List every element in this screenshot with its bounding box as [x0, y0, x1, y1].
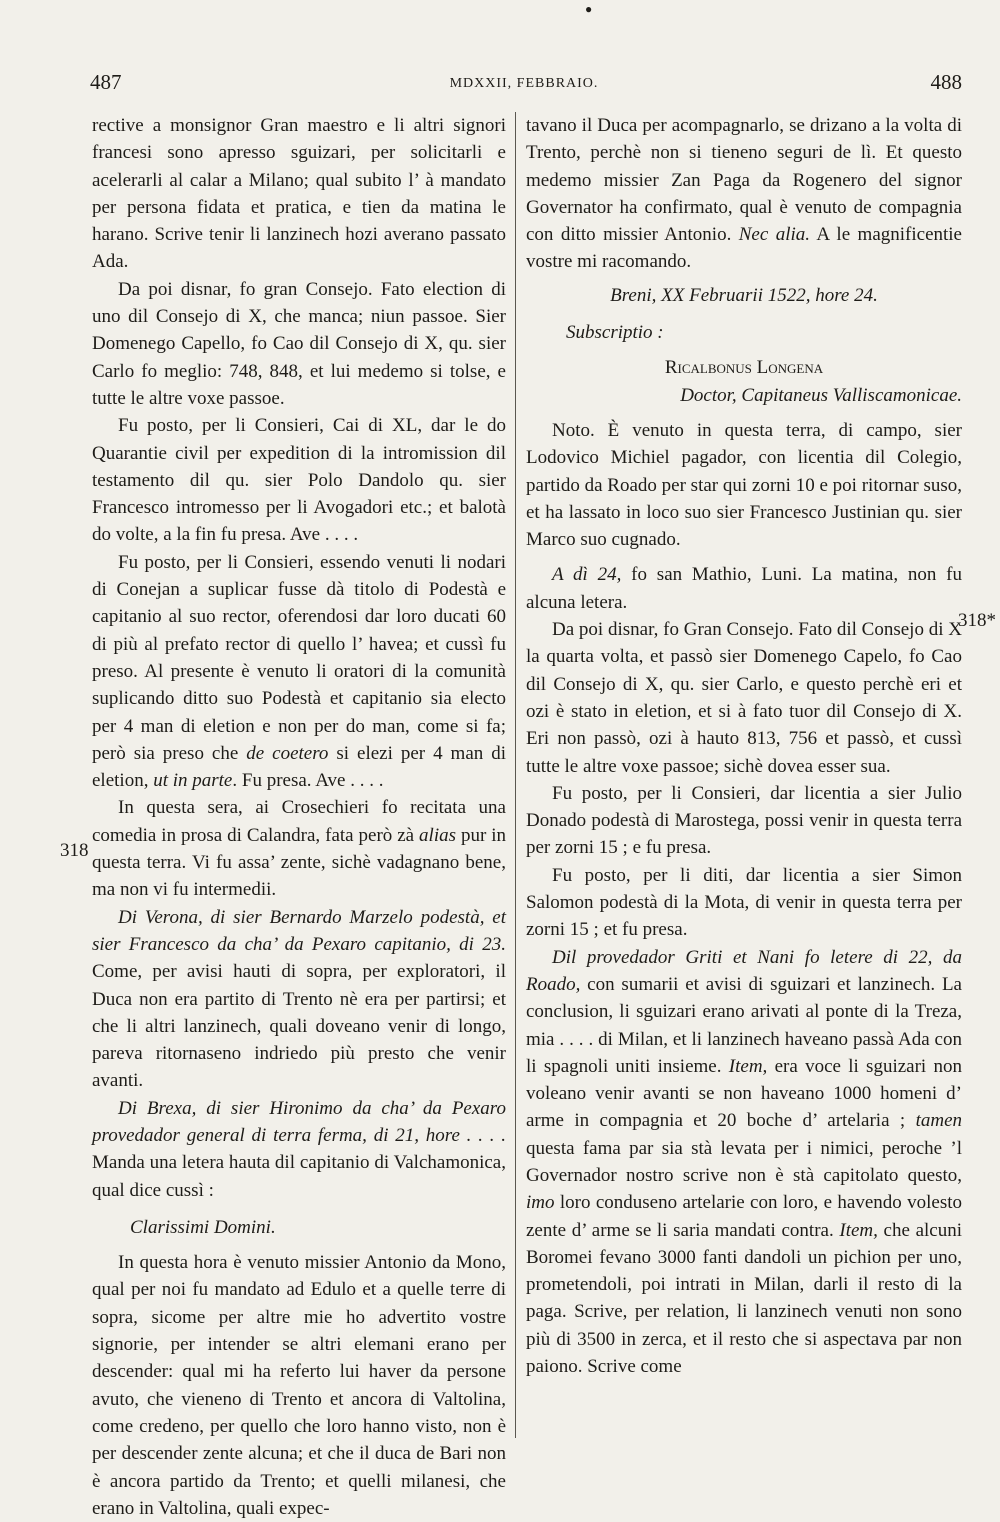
paragraph: rective a monsignor Gran maestro e li altri signori francesi sono apresso sguizari, per solicitarli e acelerarli al calar a Milano; qual subito l’ à mandato per persona fidata et pratica, e tien da matina le harano. Scrive tenir li lanzinech hozi averano passato Ada. — [92, 115, 506, 273]
right-column — [526, 112, 962, 1380]
page-header — [86, 70, 962, 100]
left-column — [92, 112, 506, 1522]
letter-date: Breni, XX Februarii 1522, hore 24. — [610, 284, 878, 306]
paragraph: Da poi disnar, fo Gran Consejo. Fato dil Consejo di X la quarta volta, et passò sier Domenego Capelo, fo Cao dil Consejo di X, qu. sier Carlo, e questo perchè eri et ozi è stato in eletion, et si à fato tuor dil Consejo di X. Eri non passò, ozi à hauto 813, 756 et passò, et cussì tutte le altre voxe passoe; sichè dovea esser sua. — [526, 619, 962, 777]
paragraph: Fu posto, per li diti, dar licentia a sier Simon Salomon podestà di la Mota, di venir in questa terra per zorni 15 ; et fu presa. — [526, 864, 962, 941]
paragraph: Dil provedador Griti et Nani fo letere di 22, da Roado, con sumarii et avisi di sguizari et lanzinech. La conclusion, li sguizari erano arivati al ponte di la Treza, mia . . . . di Milan, et li lanzinech haveano passà Ada con li spagnoli uniti insieme. Item, era voce li sguizari non voleano venir avanti se non haveano 1000 homeni d’ arme in compagnia et 20 boche d’ artelaria ; tamen questa fama par sia stà levata per i nimici, peroche ’l Governador nostro scrive non è stà capitolato questo, imo loro conduseno artelarie con loro, e havendo volesto zente d’ arme se li saria mandati contra. Item, che alcuni Boromei fevano 3000 fanti dandoli un pichion per uno, prometendoli, poi intrati in Milan, darli il resto di la paga. Scrive, per relation, li lanzinech venuti non sono più di 3500 in zerca, et il resto che si aspectava par non paiono. Scrive come — [526, 946, 962, 1378]
paragraph: Di Brexa, di sier Hironimo da cha’ da Pexaro provedador general di terra ferma, di 21, hore . . . . Manda una letera hauta dil capitanio di Valchamonica, qual dice cussì : — [92, 1097, 506, 1201]
paragraph: Fu posto, per li Consieri, Cai di XL, dar le do Quarantie civil per expedition di la intromission dil testamento dil qu. sier Polo Dandolo qu. sier Francesco intromesso per li Avogadori etc.; et balotà do volte, a la fin fu presa. Ave . . . . — [92, 415, 506, 546]
ink-mark: ● — [585, 2, 593, 16]
margin-number-left: 318 — [60, 840, 89, 861]
paragraph: Da poi disnar, fo gran Consejo. Fato election di uno dil Consejo di X, che manca; niun passoe. Sier Domenego Capello, fo Cao dil Consejo di X, qu. sier Carlo fo meglio: 748, 848, et lui medemo si tolse, e tutte le altre voxe passoe. — [92, 278, 506, 409]
paragraph: tavano il Duca per acompagnarlo, se drizano a la volta di Trento, perchè non si tieneno seguri de lì. Et questo medemo missier Zan Paga da Rogenero del signor Governator ha confirmato, qual è venuto de compagnia con ditto missier Antonio. Nec alia. A le magnificentie vostre mi racomando. — [526, 115, 962, 273]
paragraph: In questa sera, ai Crosechieri fo recitata una comedia in prosa di Calandra, fata però zà alias pur in questa terra. Vi fu assa’ zente, sichè vadagnano bene, ma non vi fu intermedii. — [92, 797, 506, 901]
letter-salutation: Clarissimi Domini. — [130, 1216, 276, 1238]
running-title: MDXXII, FEBBRAIO. — [449, 76, 599, 91]
signature-name: Ricalbonus Longena — [664, 357, 824, 379]
page-number-left: 487 — [90, 70, 122, 94]
paragraph: In questa hora è venuto missier Antonio da Mono, qual per noi fu mandato ad Edulo et a quelle terre di sopra, sicome per altre mie ho advertito vostre signorie, per intender se altri elemani erano per descender: qual mi ha referto lui haver da persone avuto, che vieneno di Trento et ancora di Valtolina, come credeno, per quello che loro hanno visto, non è per descender zente alcuna; et che il duca de Bari non è ancora partido da Trento; et quelli milanesi, che erano in Valtolina, quali expec- — [92, 1252, 506, 1519]
paragraph: Fu posto, per li Consieri, essendo venuti li nodari di Conejan a suplicar fusse dà titolo di Podestà e capitanio al suo rector, oferendosi dar loro ducati 60 di più al prefato rector di quello l’ havea; et cussì fu preso. Al presente è venuto li oratori di la comunità suplicando ditto suo Podestà et capitanio sia electo per 4 man di eletion e non per do man, come si fa; però sia preso che de coetero si elezi per 4 man di eletion, ut in parte. Fu presa. Ave . . . . — [92, 551, 507, 792]
margin-number-right: 318* — [958, 610, 996, 631]
paragraph: Di Verona, di sier Bernardo Marzelo podestà, et sier Francesco da cha’ da Pexaro capitanio, di 23. Come, per avisi hauti di sopra, per exploratori, il Duca non era partito di Trento nè era per partirsi; et che li altri lanzinech, quali doveano venir di longo, pareva ritornaseno indriedo più presto che venir avanti. — [92, 906, 506, 1092]
subscriptio: Subscriptio : — [566, 322, 664, 344]
page-number-right: 488 — [930, 70, 962, 94]
paragraph: Noto. È venuto in questa terra, di campo, sier Lodovico Michiel pagador, con licentia dil Colegio, partido da Roado per star qui zorni 10 e poi ritornar suso, et ha lassato in loco suo sier Francesco Justinian qu. sier Marco suo cugnado. — [526, 419, 962, 551]
signature-title: Doctor, Capitaneus Valliscamonicae. — [680, 384, 962, 406]
paragraph: A dì 24, fo san Mathio, Luni. La matina, non fu alcuna letera. — [526, 564, 962, 613]
column-divider — [515, 112, 516, 1438]
paragraph: Fu posto, per li Consieri, dar licentia a sier Julio Donado podestà di Marostega, possi venir in questa terra per zorni 15 ; e fu presa. — [526, 782, 962, 859]
